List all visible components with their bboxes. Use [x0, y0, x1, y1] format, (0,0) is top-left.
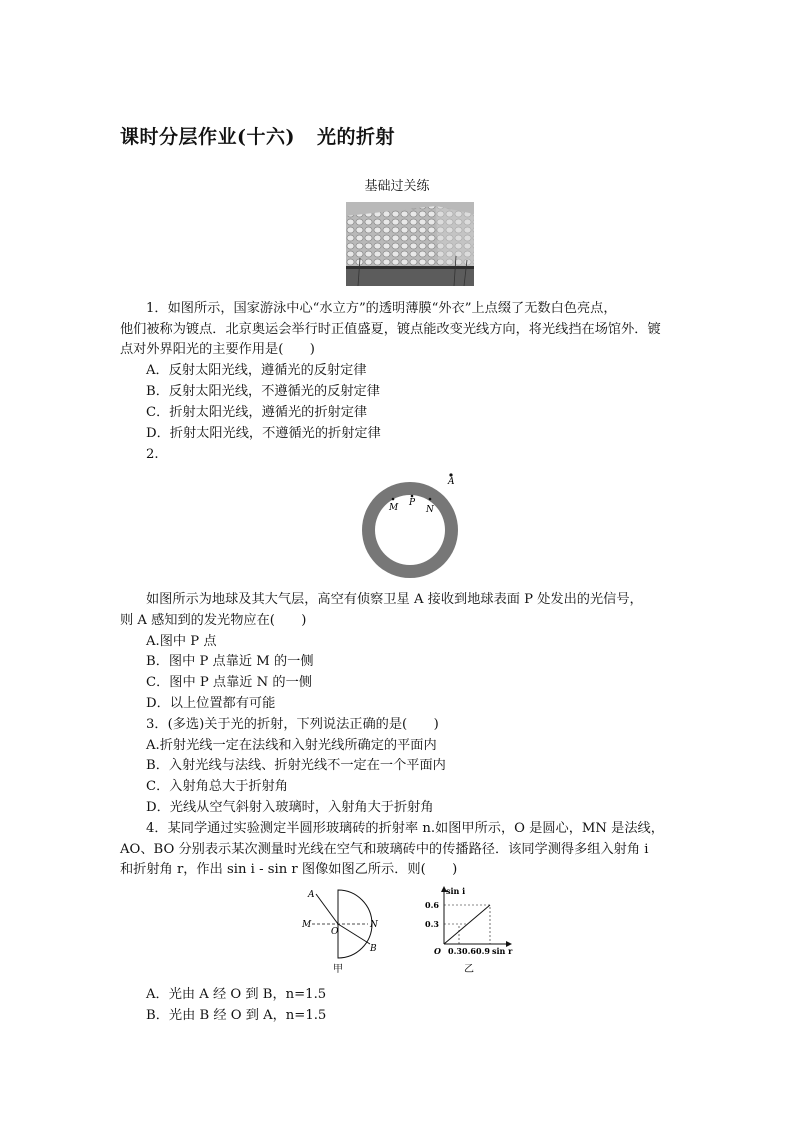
q3-option-c: C．入射角总大于折射角 [146, 779, 288, 794]
q1-option-d: D．折射太阳光线，不遵循光的折射定律 [146, 426, 381, 441]
q4-stem-line1: 4．某同学通过实验测定半圆形玻璃砖的折射率 n.如图甲所示，O 是圆心，MN 是法线， [146, 821, 664, 836]
q1-stem-line1: 1．如图所示，国家游泳中心“水立方”的透明薄膜“外衣”上点缀了无数白色亮点， [146, 301, 617, 316]
q3-option-a: A.折射光线一定在法线和入射光线所确定的平面内 [146, 738, 437, 753]
jia-caption: 甲 [333, 964, 343, 975]
jia-label-n: N [370, 920, 378, 930]
q1-option-c: C．折射太阳光线，遵循光的折射定律 [146, 405, 368, 420]
jia-label-b: B [370, 944, 377, 954]
q2-option-b: B．图中 P 点靠近 M 的一侧 [146, 654, 314, 669]
q3-option-b: B．入射光线与法线、折射光线不一定在一个平面内 [146, 758, 446, 773]
q1-option-a: A．反射太阳光线，遵循光的反射定律 [146, 363, 367, 378]
q1-stem-line3: 点对外界阳光的主要作用是( ) [120, 342, 315, 357]
label-n: N [426, 505, 434, 515]
q4-stem-line2: AO、BO 分别表示某次测量时光线在空气和玻璃砖中的传播路径．该同学测得多组入射角 i [120, 842, 649, 857]
yi-ytick-1: 0.3 [425, 919, 439, 929]
q3-stem: 3．(多选)关于光的折射，下列说法正确的是( ) [146, 717, 439, 732]
label-a: A [448, 477, 455, 487]
yi-xtick-1: 0.6 [462, 946, 476, 956]
earth-atmosphere-figure [355, 470, 465, 580]
q2-number: 2. [146, 447, 159, 462]
q2-option-d: D．以上位置都有可能 [146, 696, 276, 711]
title-sub: 光的折射 [316, 126, 395, 148]
q4-option-a: A．光由 A 经 O 到 B，n=1.5 [146, 987, 327, 1002]
yi-caption: 乙 [464, 964, 474, 975]
q4-option-b: B．光由 B 经 O 到 A，n=1.5 [146, 1008, 327, 1023]
water-cube-photo [346, 202, 474, 286]
q2-option-a: A.图中 P 点 [146, 634, 217, 649]
yi-xlabel: sin r [492, 946, 513, 956]
q4-stem-line3: 和折射角 r，作出 sin i - sin r 图像如图乙所示．则( ) [120, 862, 458, 877]
q1-stem-line2: 他们被称为镀点．北京奥运会举行时正值盛夏，镀点能改变光线方向，将光线挡在场馆外．镀 [120, 322, 661, 337]
label-p: P [409, 498, 416, 508]
title-main: 课时分层作业(十六) [120, 126, 295, 148]
jia-label-o: O [331, 927, 339, 937]
sin-graph-figure [424, 884, 524, 976]
yi-ytick-0: 0.6 [425, 900, 439, 910]
jia-label-a: A [308, 890, 315, 900]
section-heading: 基础过关练 [364, 179, 430, 194]
yi-ylabel: sin i [446, 886, 466, 896]
q2-stem-line1: 如图所示为地球及其大气层，高空有侦察卫星 A 接收到地球表面 P 处发出的光信号， [146, 592, 643, 607]
q1-option-b: B．反射太阳光线，不遵循光的反射定律 [146, 384, 380, 399]
jia-label-m: M [302, 920, 312, 930]
q2-option-c: C．图中 P 点靠近 N 的一侧 [146, 675, 312, 690]
q3-option-d: D．光线从空气斜射入玻璃时，入射角大于折射角 [146, 800, 434, 815]
yi-xtick-0: 0.3 [448, 946, 462, 956]
page-title [120, 122, 395, 149]
semicircle-glass-figure [298, 884, 388, 976]
q2-stem-line2: 则 A 感知到的发光物应在( ) [120, 613, 307, 628]
yi-origin: O [434, 946, 441, 956]
yi-xtick-2: 0.9 [476, 946, 490, 956]
label-m: M [389, 503, 399, 513]
